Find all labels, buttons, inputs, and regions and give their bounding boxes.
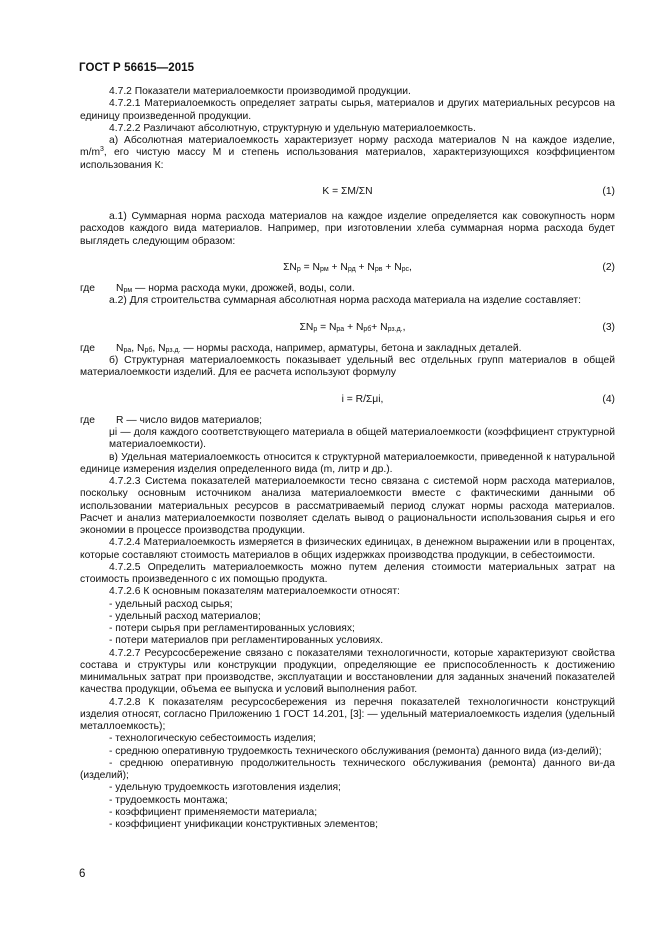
equation-1-number: (1) bbox=[602, 185, 615, 197]
where-1: где $N_{рм}$ — норма расхода муки, дрожжей, воды, соли. bbox=[80, 283, 355, 294]
paragraph-4-7-2-8: 4.7.2.8 К показателям ресурсосбережения из перечня показателей технологичности конструкций изделия относят, согласно Приложению 1 ГОСТ 14.201, [3]: — удельный материалоемкость изделия (удельный металлоемкость); bbox=[80, 696, 615, 732]
list-item: - удельный расход материалов; bbox=[109, 610, 261, 622]
list-item: - среднюю оперативную трудоемкость технического обслуживания (ремонта) данного вида (из-делий); bbox=[109, 745, 602, 757]
equation-4 bbox=[80, 394, 615, 406]
list-item: - удельный расход сырья; bbox=[109, 598, 233, 610]
equation-3-number: (3) bbox=[602, 321, 615, 333]
where-1-label: где bbox=[80, 283, 96, 294]
paragraph-4-7-2: 4.7.2 Показатели материалоемкости производимой продукции. bbox=[109, 86, 411, 97]
paragraph-a: а) Абсолютная материалоемкость характеризует норму расхода материалов N на каждое изделие, $m/m^3$, его чистую массу М и степень использования материалов, характеризующихся коэффициентом использования К: bbox=[80, 135, 615, 171]
list-item: - технологическую себестоимость изделия; bbox=[109, 733, 316, 745]
paragraph-b: б) Структурная материалоемкость показывает удельный вес отдельных групп материалов в общей материалоемкости изделий. Для ее расчета используют формулу bbox=[80, 355, 615, 379]
paragraph-4-7-2-2: 4.7.2.2 Различают абсолютную, структурную и удельную материалоемкость. bbox=[109, 122, 476, 134]
equation-2 bbox=[80, 262, 615, 274]
paragraph-4-7-2-7: 4.7.2.7 Ресурсосбережение связано с показателями технологичности, которые характеризуют свойства состава и структуры или конструкции продукции, определяющие ее приспособленность к достижению минимальных затрат при производстве, эксплуатации и восстановлении для заданных значений показателей качества продукции, объема ее выпуска и условий выполнения работ. bbox=[80, 647, 615, 696]
equation-2-formula: $\Sigma N_p = N_{рм} + N_{рд} + N_{рв} + N_{рс}$, bbox=[283, 261, 412, 273]
paragraph-4-7-2-1: 4.7.2.1 Материалоемкость определяет затраты сырья, материалов и других материальных ресурсов на единицу произведенной продукции. bbox=[80, 98, 615, 122]
equation-2-number: (2) bbox=[602, 261, 615, 273]
document-body bbox=[80, 86, 615, 831]
list-item: - трудоемкость монтажа; bbox=[109, 794, 228, 806]
equation-1 bbox=[80, 186, 615, 198]
list-item: - потери материалов при регламентированных условиях. bbox=[109, 635, 384, 647]
where-2-label: где bbox=[80, 342, 96, 354]
paragraph-a2: а.2) Для строительства суммарная абсолютная норма расхода материала на изделие составляет: bbox=[109, 295, 581, 307]
document-header: ГОСТ Р 56615—2015 bbox=[79, 62, 195, 74]
where-3-continued: μi — доля каждого соответствующего материала в общей материалоемкости (коэффициент структурной материалоемкости). bbox=[109, 427, 615, 451]
paragraph-a1: а.1) Суммарная норма расхода материалов на каждое изделие определяется как совокупность норм расходов каждого вида материалов. Например, при изготовлении хлеба суммарная норма расхода будет выглядеть следующим образом: bbox=[80, 211, 615, 247]
equation-3 bbox=[80, 322, 615, 334]
page-number: 6 bbox=[79, 868, 86, 880]
equation-3-formula: $\Sigma N_p = N_{ра} + N_{рб}+ N_{рз.д.}$, bbox=[299, 321, 406, 333]
equation-1-formula: K = ΣM/ΣN bbox=[322, 185, 373, 197]
list-item: - среднюю оперативную продолжительность технического обслуживания (ремонта) данного ви-да (изделий); bbox=[80, 757, 615, 781]
list-item: - коэффициент применяемости материала; bbox=[109, 806, 318, 818]
where-3: где R — число видов материалов; bbox=[80, 414, 263, 426]
paragraph-4-7-2-3: 4.7.2.3 Система показателей материалоемкости тесно связана с системой норм расхода материалов, поскольку основным источником анализа материалоемкости вместе с фактическими данными об использовании материальных ресурсов в рассматриваемый период служат нормы расхода материалов. Расчет и анализ материалоемкости позволяет сделать вывод о рациональности использования сырья и его экономии в процессе производства продукции. bbox=[80, 476, 615, 536]
paragraph-v: в) Удельная материалоемкость относится к структурной материалоемкости, приведенной к натуральной единице измерения изделия определенного вида (m, литр и др.). bbox=[80, 451, 615, 475]
list-item: - удельную трудоемкость изготовления изделия; bbox=[109, 782, 341, 794]
where-3-label: где bbox=[80, 414, 96, 426]
list-item: - коэффициент унификации конструктивных элементов; bbox=[109, 819, 378, 830]
paragraph-4-7-2-5: 4.7.2.5 Определить материалоемкость можно путем деления стоимости материальных затрат на стоимость произведенного с их помощью продукта. bbox=[80, 561, 615, 585]
equation-4-number: (4) bbox=[602, 393, 615, 405]
paragraph-4-7-2-6: 4.7.2.6 К основным показателям материалоемкости относят: bbox=[109, 586, 400, 598]
equation-4-formula: i = R/Σμi, bbox=[341, 393, 384, 405]
list-item: - потери сырья при регламентированных условиях; bbox=[109, 623, 355, 634]
paragraph-4-7-2-4: 4.7.2.4 Материалоемкость измеряется в физических единицах, в денежном выражении или в процентах, которые составляют стоимость материалов в общих издержках производства продукции, в себестоимости. bbox=[80, 537, 615, 561]
where-2: где $N_{ра}$, $N_{рб}$, $N_{рз.д.}$ — нормы расхода, например, арматуры, бетона и закладных деталей. bbox=[80, 342, 522, 354]
